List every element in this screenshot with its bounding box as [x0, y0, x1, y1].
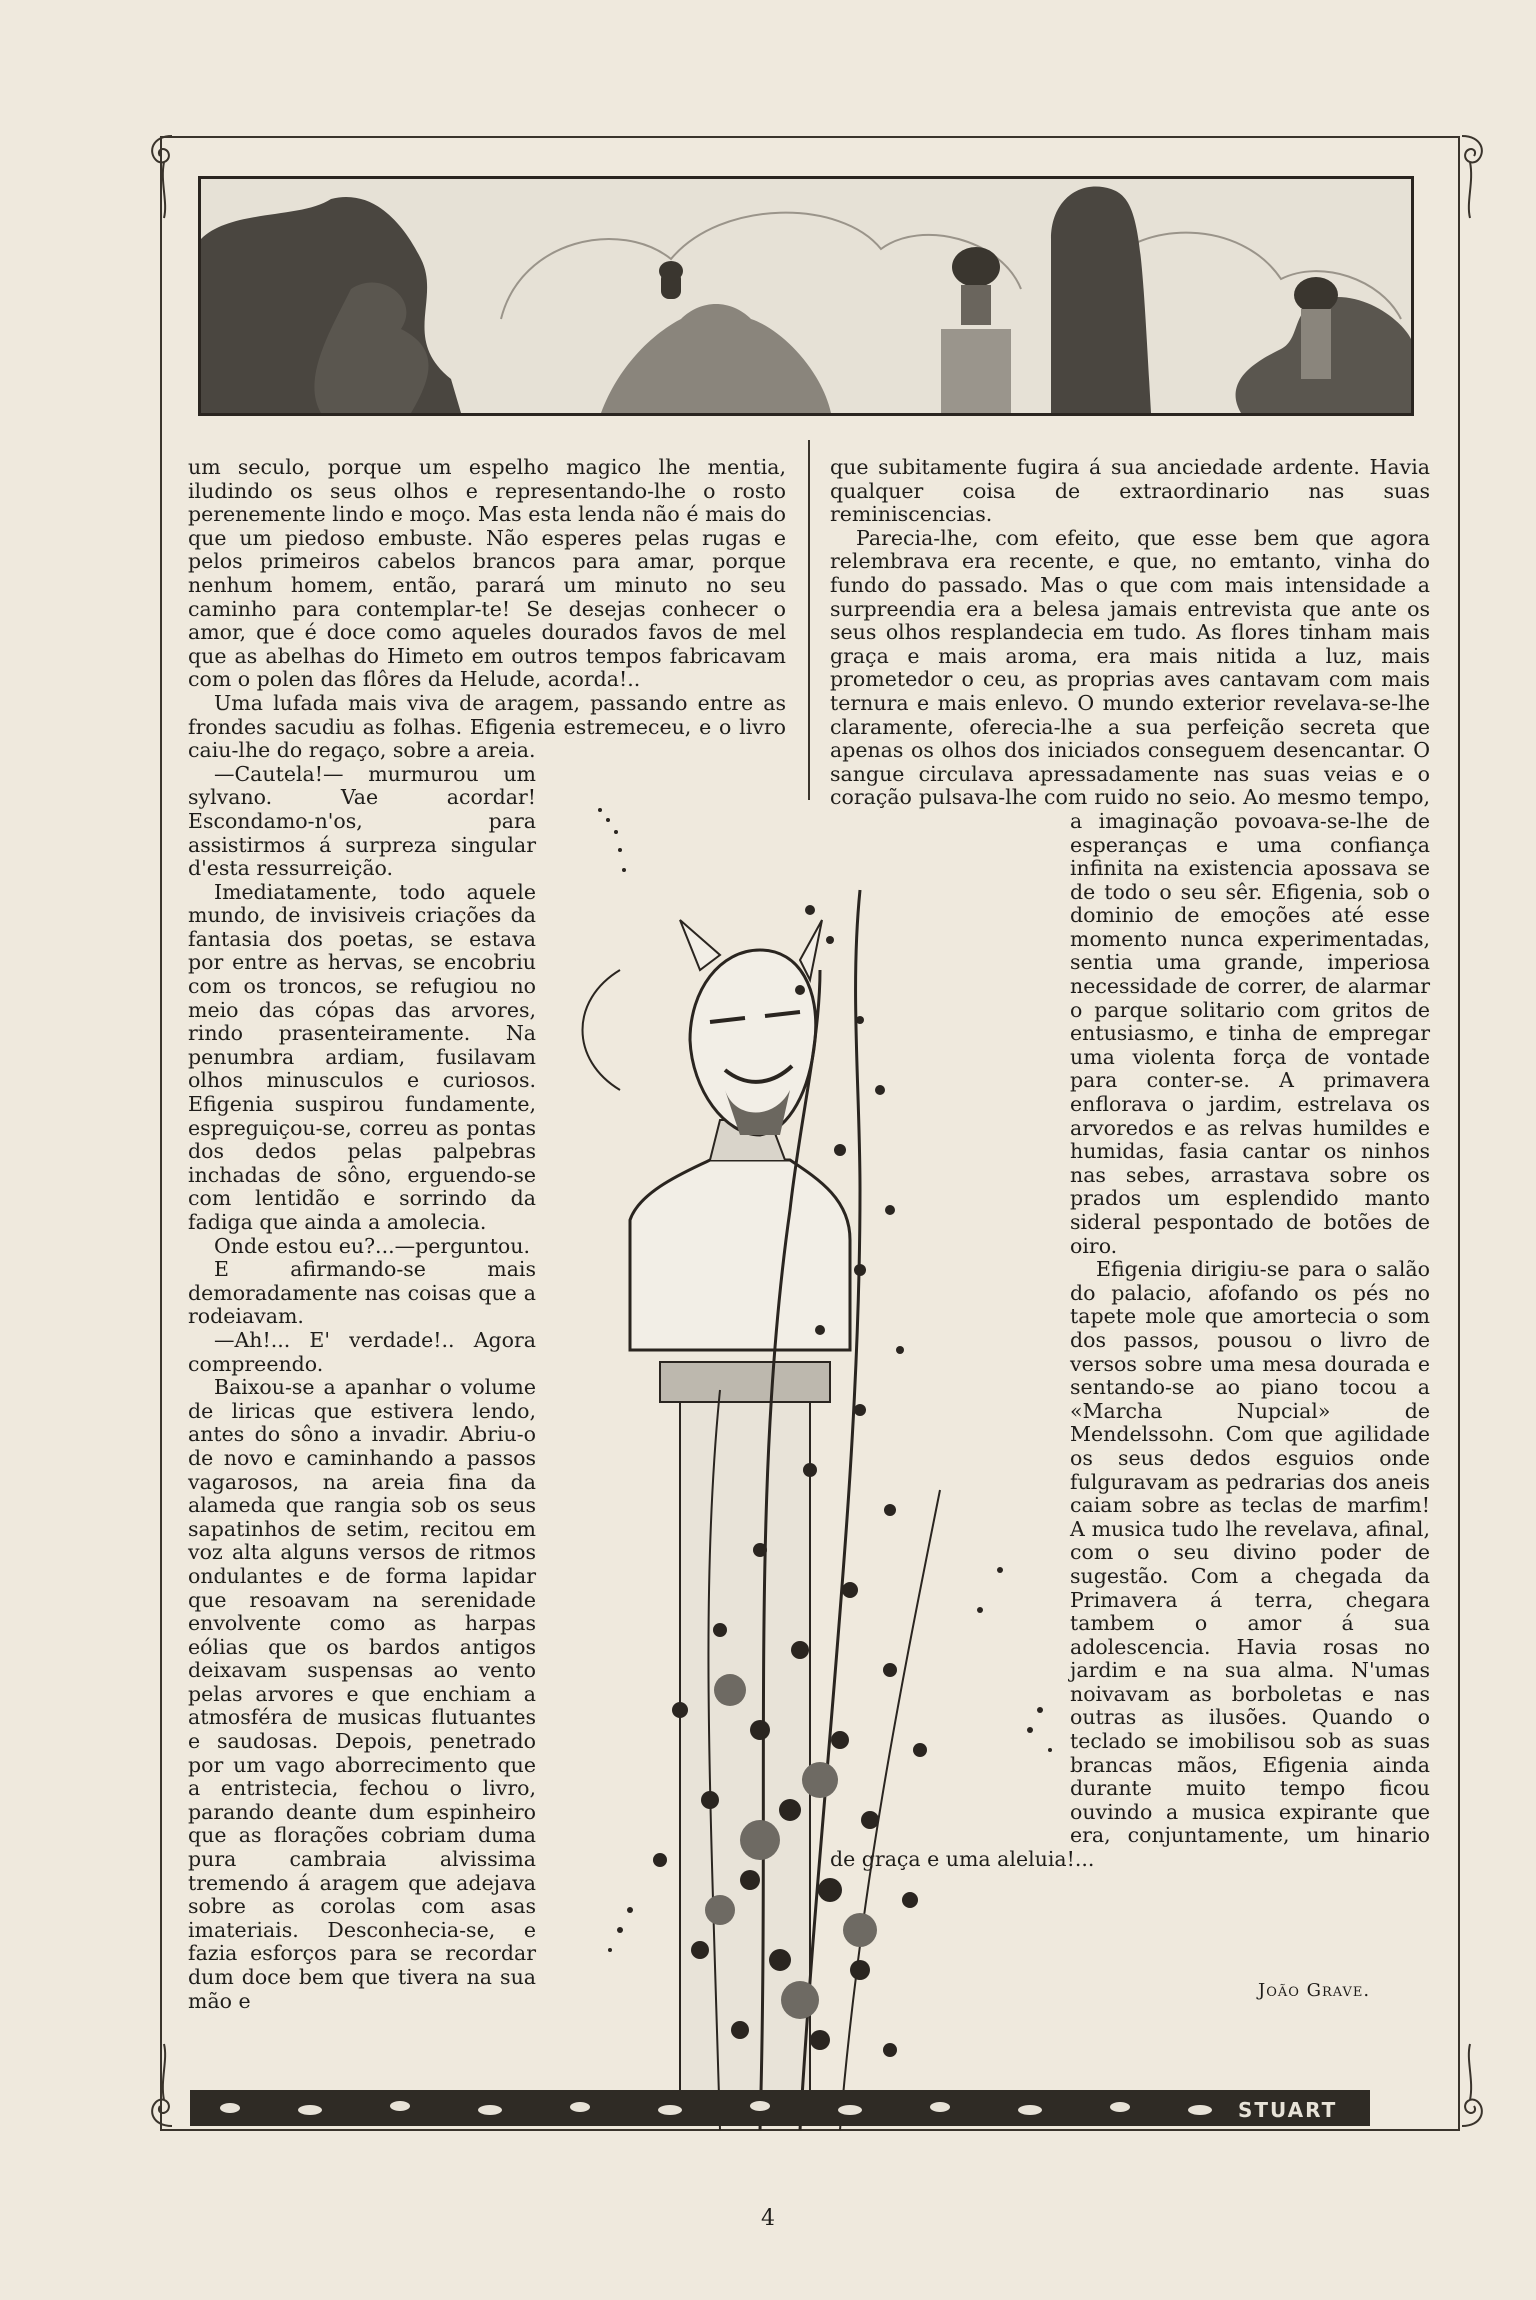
corner-ornament-top-left: [142, 132, 186, 222]
corner-ornament-top-right: [1448, 132, 1492, 222]
paragraph: E afirmando-se mais demoradamente nas coisas que a rodeiavam.: [188, 1257, 536, 1329]
paragraph: Baixou-se a apanhar o volume de liricas que estivera lendo, antes do sôno a invadir. Abriu-o de novo e caminhando a passos vagarosos, na areia fina da alameda que rangia sob os seus sapatinhos de setim, recitou em voz alta alguns versos de ritmos ondulantes e de forma lapidar que resoavam na serenidade envolvente como as harpas eólias que os bardos antigos deixavam suspensas ao vento pelas arvores e que enchiam a atmosféra de musicas flutuantes e saudosas. Depois, penetrado por um vago aborrecimento que a entristecia, fechou o livro, parando deante dum espinheiro que as florações cobriam duma pura cambraia alvissima tremendo á aragem que adejava sobre as corolas com asas imateriais. Desconhecia-se, e fazia esforços para se recordar dum doce bem que tivera na sua mão e: [188, 1375, 536, 2013]
paragraph: —Ah!... E' verdade!.. Agora compreendo.: [188, 1327, 536, 1376]
faun-bust-illustration: [560, 790, 1120, 2150]
paragraph: Imediatamente, todo aquele mundo, de invisiveis criações da fantasia dos poetas, se estava por entre as hervas, se encobriu com os troncos, se refugiou no meio das cópas das arvores, rindo prasenteiramente. Na penumbra ardiam, fusilavam olhos minusculos e curiosos. Efigenia suspirou fundamente, espreguiçou-se, correu as pontas dos dedos pelas palpebras inchadas de sôno, erguendo-se com lentidão e sorrindo da fadiga que ainda a amolecia.: [188, 879, 536, 1234]
paragraph: Parecia-lhe, com efeito, que esse bem que agora relembrava era recente, e que, no emtanto, vinha do fundo do passado. Mas o que com mais intensidade a surpreendia era a belesa jamais entrevista que ante os seus olhos resplandecia em tudo. As flores tinham mais graça e mais aroma, era mais nitida a luz, mais prometedor o ceu, as proprias aves cantavam com mais ternura e mais enlevo. O mundo exterior revelava-se-lhe claramente, oferecia-lhe a sua perfeição secreta que apenas os olhos dos iniciados conseguem desencantar. O sangue circulava apressadamente nas suas veias e o coração pulsava-lhe com ruido no seio. Ao mesmo tempo, a imaginação povoava-se-lhe de esperanças e uma confiança infinita na existencia apossava se de todo o seu sêr. Efigenia, sob o dominio de emoções até esse momento nunca experimentadas, sentia uma grande, imperiosa necessidade de correr, de alarmar o parque solitario com gritos de entusiasmo, e tinha de empregar uma violenta força de vontade para conter-se. A primavera enflorava o jardim, estrelava os arvoredos e as relvas humildes e humidas, fasia cantar os ninhos nas sebes, arrastava sobre os prados um esplendido manto sideral pespontado de botões de oiro.: [830, 525, 1430, 1258]
corner-ornament-bottom-left: [142, 2040, 186, 2130]
author-signature: João Grave.: [1258, 1980, 1371, 2001]
page-number: 4: [761, 2206, 775, 2231]
artist-signature: STUART: [1238, 2098, 1338, 2122]
headpiece-illustration: [198, 176, 1414, 416]
paragraph: Onde estou eu?...—perguntou.: [214, 1233, 530, 1258]
paragraph: —Cautela!— murmurou um sylvano. Vae acordar! Escondamo-n'os, para assistirmos á surpreza singular d'esta ressurreição.: [188, 761, 536, 881]
footer-ground-border: [190, 2080, 1370, 2130]
column-divider: [808, 440, 810, 800]
corner-ornament-bottom-right: [1448, 2040, 1492, 2130]
paragraph: um seculo, porque um espelho magico lhe mentia, iludindo os seus olhos e representando-lhe o rosto perenemente lindo e moço. Mas esta lenda não é mais do que um piedoso embuste. Não esperes pelas rugas e pelos primeiros cabelos brancos para amar, porque nenhum homem, então, parará um minuto no seu caminho para contemplar-te! Se desejas conhecer o amor, que é doce como aqueles dourados favos de mel que as abelhas do Himeto em outros tempos fabricavam com o polen das flôres da Helude, acorda!..: [188, 455, 786, 692]
paragraph: que subitamente fugira á sua anciedade ardente. Havia qualquer coisa de extraordinario nas suas reminiscencias.: [830, 455, 1430, 527]
paragraph: Uma lufada mais viva de aragem, passando entre as frondes sacudiu as folhas. Efigenia estremeceu, e o livro caiu-lhe do regaço, sobre a areia.: [188, 690, 786, 763]
paragraph: Efigenia dirigiu-se para o salão do palacio, afofando os pés no tapete mole que amortecia o som dos passos, pousou o livro de versos sobre uma mesa dourada e sentando-se ao piano tocou a «Marcha Nupcial» de Mendelssohn. Com que agilidade os seus dedos esguios onde fulguravam as pedrarias dos aneis caiam sobre as teclas de marfim! A musica tudo lhe revelava, afinal, com o seu divino poder de sugestão. Com a chegada da Primavera á terra, chegara tambem o amor á sua adolescencia. Havia rosas no jardim e na sua alma. N'umas noivavam as borboletas e nas outras as ilusões. Quando o teclado se imobilisou sob as suas brancas mãos, Efigenia ainda durante muito tempo ficou ouvindo a musica expirante que era, conjuntamente, um hinario de graça e uma aleluia!...: [830, 1257, 1430, 1872]
